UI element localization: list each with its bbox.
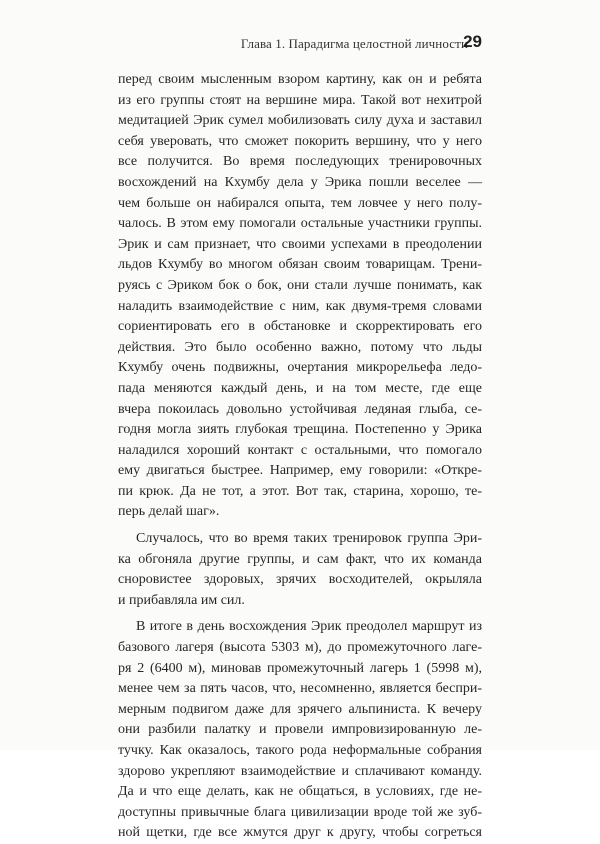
text-line: В итоге в день восхождения Эрик преодолел маршрут из <box>136 619 482 635</box>
text-line: пада меняются каждый день, и на том месте, где еще <box>118 380 482 396</box>
text-line: чалось. В этом ему помогали остальные участники группы. <box>118 216 482 232</box>
text-line: все получится. Во время последующих тренировочных <box>118 154 482 170</box>
text-line: чем больше он набирался опыта, тем ловчее у него полу- <box>118 195 482 211</box>
text-line: Кхумбу очень подвижны, очертания микрорельефа ледо- <box>118 360 482 376</box>
running-head-title: Глава 1. Парадигма целостной личности <box>240 36 468 51</box>
paragraph <box>118 70 482 523</box>
page-number: 29 <box>463 32 482 51</box>
text-line: сноровистее здоровых, зрячих восходителей, окрыляла <box>118 572 482 588</box>
text-line: менее чем за пять часов, что, несомненно, является беспри- <box>118 681 482 697</box>
text-line: перед своим мысленным взором картину, как он и ребята <box>118 72 482 87</box>
text-line: здорово укрепляют взаимодействие и сплачивают команду. <box>118 763 482 779</box>
text-line: годня могла зиять глубокая трещина. Постепенно у Эрика <box>118 422 482 438</box>
text-line: и прибавляла им сил. <box>118 592 245 608</box>
text-line: вчера покоилась довольно устойчивая ледяная глыба, се- <box>118 401 482 417</box>
text-line: мерным подвигом даже для зрячего альпиниста. К вечеру <box>118 701 482 717</box>
text-line: ной щетки, где все жмутся друг к другу, чтобы согреться <box>118 825 482 841</box>
paragraph <box>118 617 482 844</box>
text-line: Случалось, что во время таких тренировок группа Эри- <box>136 531 482 547</box>
text-line: они разбили палатку и провели импровизированную ле- <box>118 722 482 738</box>
text-line: Да и что еще делать, как не общаться, в условиях, где не- <box>118 784 482 800</box>
text-line: пи крюк. Да не тот, а этот. Вот так, старина, хорошо, те- <box>118 483 482 499</box>
text-line: базового лагеря (высота 5303 м), до промежуточного лаге- <box>118 640 482 656</box>
text-line: тучку. Как оказалось, такого рода неформальные собрания <box>118 743 482 758</box>
text-line: руясь с Эриком бок о бок, они стали лучше понимать, как <box>118 277 482 293</box>
text-line: ка обгоняла другие группы, и сам факт, что их команда <box>118 551 482 567</box>
text-line: доступны привычные блага цивилизации вроде той же зуб- <box>118 804 482 820</box>
text-line: из его группы стоят на вершине мира. Такой вот нехитрой <box>118 92 482 108</box>
text-line: себя уверовать, что сможет покорить вершину, что у него <box>118 133 482 149</box>
text-line: перь делай шаг». <box>118 504 220 520</box>
text-line: действия. Это было особенно важно, потому что льды <box>118 339 482 355</box>
text-line: наладить взаимодействие с ним, как двумя-тремя словами <box>118 298 482 314</box>
text-line: ему двигаться быстрее. Например, ему говорили: «Откре- <box>118 463 482 479</box>
paragraph <box>118 529 482 611</box>
text-line: льдов Кхумбу во многом обязан своим товарищам. Трени- <box>118 257 482 273</box>
text-line: ря 2 (6400 м), миновав промежуточный лагерь 1 (5998 м), <box>118 660 482 676</box>
body-text <box>118 70 482 844</box>
text-line: медитацией Эрик сумел мобилизовать силу духа и заставил <box>118 113 482 129</box>
text-line: наладился хороший контакт с остальными, что помогало <box>118 442 482 458</box>
text-line: сориентировать его в обстановке и скорректировать его <box>118 319 482 335</box>
text-line: Эрик и сам признает, что своими успехами в преодолении <box>118 236 482 252</box>
text-line: восхождений на Кхумбу дела у Эрика пошли веселее — <box>118 174 482 190</box>
